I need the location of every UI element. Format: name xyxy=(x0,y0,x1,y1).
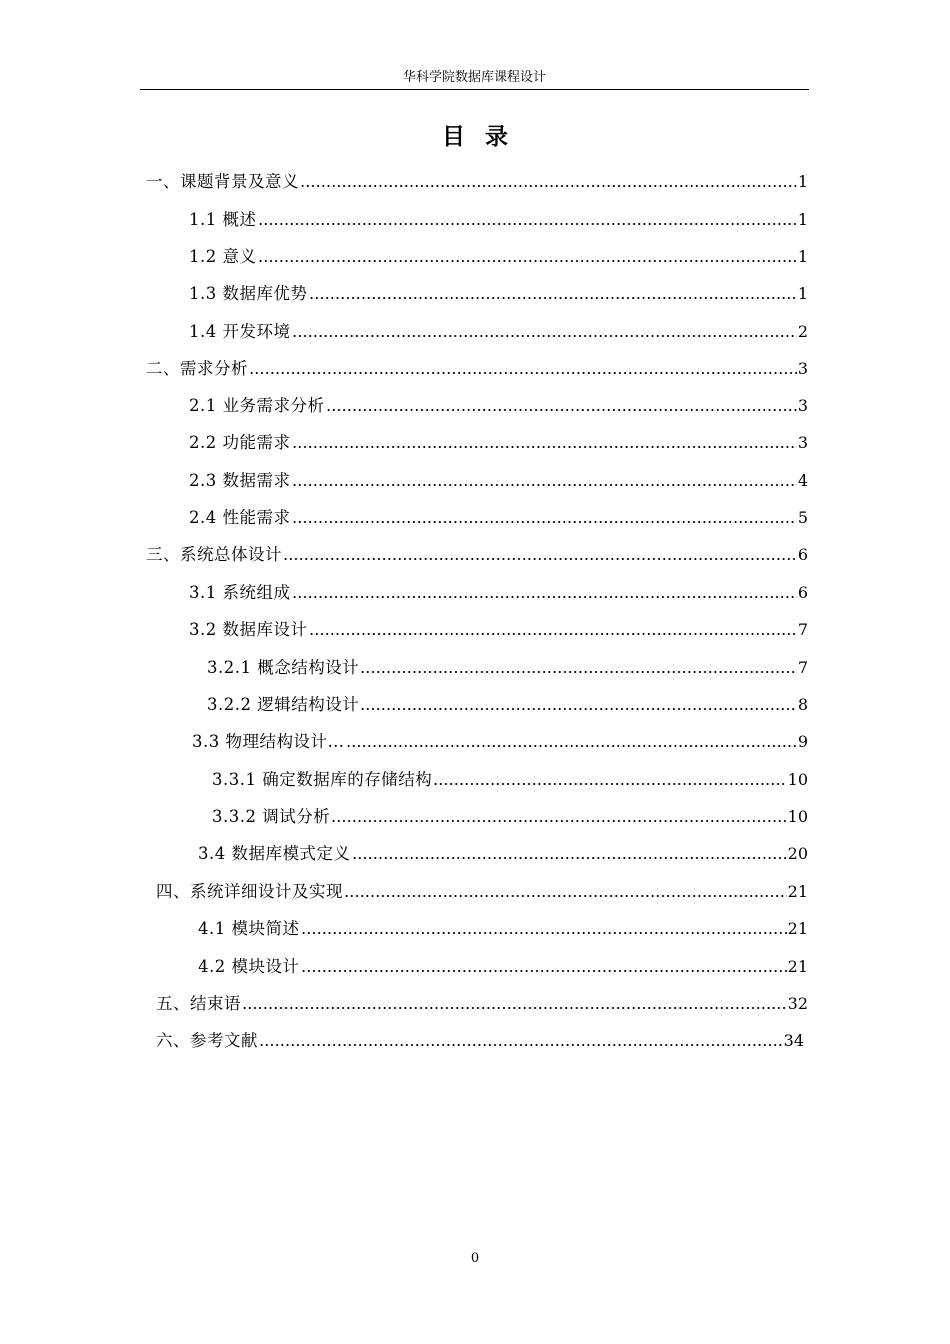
toc-entry-label: 4.1 模块简述 xyxy=(198,919,300,938)
toc-leader xyxy=(301,955,787,979)
toc-entry-page: 9 xyxy=(797,732,808,751)
toc-entry-label: 2.2 功能需求 xyxy=(189,433,291,452)
toc-entry-label: 3.1 系统组成 xyxy=(189,583,291,602)
toc-leader xyxy=(346,730,797,754)
toc-entry-page: 3 xyxy=(797,396,808,415)
toc-entry-label: 2.3 数据需求 xyxy=(189,471,291,490)
toc-entry-page: 4 xyxy=(797,471,808,490)
toc-leader xyxy=(292,581,797,605)
toc-entry[interactable] xyxy=(156,1029,804,1053)
toc-entry-page: 7 xyxy=(797,658,808,677)
toc-entry[interactable] xyxy=(146,357,808,381)
toc-entry[interactable] xyxy=(189,431,808,455)
toc-leader xyxy=(309,618,797,642)
toc-entry-page: 21 xyxy=(787,919,808,938)
toc-leader xyxy=(292,431,797,455)
toc-entry-label: 3.3 物理结构设计… xyxy=(192,732,345,751)
page-footer xyxy=(0,1251,950,1266)
toc-leader xyxy=(258,245,797,269)
toc-entry-page: 10 xyxy=(787,770,808,789)
toc-entry[interactable] xyxy=(198,955,808,979)
toc-leader xyxy=(292,320,797,344)
toc-leader xyxy=(360,693,797,717)
toc-leader xyxy=(292,506,797,530)
toc-entry-label: 3.3.1 确定数据库的存储结构 xyxy=(212,770,433,789)
page-number: 0 xyxy=(470,1251,480,1266)
toc-entry[interactable] xyxy=(192,730,808,754)
toc-entry-label: 1.3 数据库优势 xyxy=(189,284,308,303)
toc-entry-label: 二、需求分析 xyxy=(146,359,248,378)
toc-leader xyxy=(326,394,797,418)
toc-entry[interactable] xyxy=(156,880,808,904)
toc-entry-label: 3.2 数据库设计 xyxy=(189,620,308,639)
toc-entry[interactable] xyxy=(156,992,808,1016)
toc-entry-label: 1.4 开发环境 xyxy=(189,322,291,341)
toc-leader xyxy=(292,469,797,493)
toc-entry[interactable] xyxy=(189,506,808,530)
toc-entry-page: 34 xyxy=(783,1031,804,1050)
toc-title: 目录 xyxy=(442,123,528,150)
toc-entry-label: 3.3.2 调试分析 xyxy=(212,807,331,826)
toc-entry[interactable] xyxy=(146,170,808,194)
toc-entry-page: 2 xyxy=(797,322,808,341)
toc-leader xyxy=(433,768,786,792)
toc-leader xyxy=(242,992,787,1016)
toc-leader xyxy=(283,543,797,567)
toc-entry-page: 1 xyxy=(797,284,808,303)
toc-entry-page: 1 xyxy=(797,247,808,266)
header-text: 华科学院数据库课程设计 xyxy=(402,70,546,85)
toc-entry-label: 五、结束语 xyxy=(156,994,241,1013)
toc-leader xyxy=(309,282,797,306)
toc-entry-page: 21 xyxy=(787,957,808,976)
toc-entry[interactable] xyxy=(189,245,808,269)
toc-entry[interactable] xyxy=(189,320,808,344)
toc-leader xyxy=(259,1029,783,1053)
toc-entry-page: 6 xyxy=(797,545,808,564)
toc-entry-page: 32 xyxy=(787,994,808,1013)
toc-entry[interactable] xyxy=(189,469,808,493)
toc-entry-page: 10 xyxy=(787,807,808,826)
toc-entry-label: 1.1 概述 xyxy=(189,210,257,229)
toc-leader xyxy=(249,357,797,381)
toc-leader xyxy=(331,805,786,829)
toc-leader xyxy=(301,917,787,941)
toc-entry-page: 1 xyxy=(797,172,808,191)
toc-entry[interactable] xyxy=(189,208,808,232)
toc-entry-label: 2.1 业务需求分析 xyxy=(189,396,325,415)
toc-entry-label: 六、参考文献 xyxy=(156,1031,258,1050)
toc-entry-label: 3.2.2 逻辑结构设计 xyxy=(207,695,360,714)
toc-entry-page: 3 xyxy=(797,359,808,378)
toc-entry[interactable] xyxy=(207,693,808,717)
toc-entry[interactable] xyxy=(189,282,808,306)
toc-entry-label: 2.4 性能需求 xyxy=(189,508,291,527)
toc-entry[interactable] xyxy=(212,768,808,792)
toc-entry-label: 3.4 数据库模式定义 xyxy=(198,844,351,863)
toc-entry-page: 7 xyxy=(797,620,808,639)
toc-entry[interactable] xyxy=(146,543,808,567)
toc-entry[interactable] xyxy=(198,917,808,941)
toc-leader xyxy=(258,208,797,232)
toc-entry-page: 1 xyxy=(797,210,808,229)
toc-entry-page: 20 xyxy=(787,844,808,863)
toc-entry[interactable] xyxy=(189,394,808,418)
toc-leader xyxy=(300,170,797,194)
toc-entry-page: 3 xyxy=(797,433,808,452)
toc-entry-page: 6 xyxy=(797,583,808,602)
toc-entry-label: 一、课题背景及意义 xyxy=(146,172,299,191)
toc-entry-page: 21 xyxy=(787,882,808,901)
toc-leader xyxy=(344,880,787,904)
toc-entry[interactable] xyxy=(189,618,808,642)
toc-entry[interactable] xyxy=(189,581,808,605)
toc-entry-page: 5 xyxy=(797,508,808,527)
toc-entry-label: 三、系统总体设计 xyxy=(146,545,282,564)
toc-leader xyxy=(352,842,787,866)
toc-entry-label: 4.2 模块设计 xyxy=(198,957,300,976)
toc-entry[interactable] xyxy=(198,842,808,866)
toc-entry[interactable] xyxy=(207,656,808,680)
toc-leader xyxy=(360,656,797,680)
toc-entry-label: 3.2.1 概念结构设计 xyxy=(207,658,360,677)
toc-entry-label: 四、系统详细设计及实现 xyxy=(156,882,343,901)
toc-entry-label: 1.2 意义 xyxy=(189,247,257,266)
toc-entry-page: 8 xyxy=(797,695,808,714)
toc-entry[interactable] xyxy=(212,805,808,829)
